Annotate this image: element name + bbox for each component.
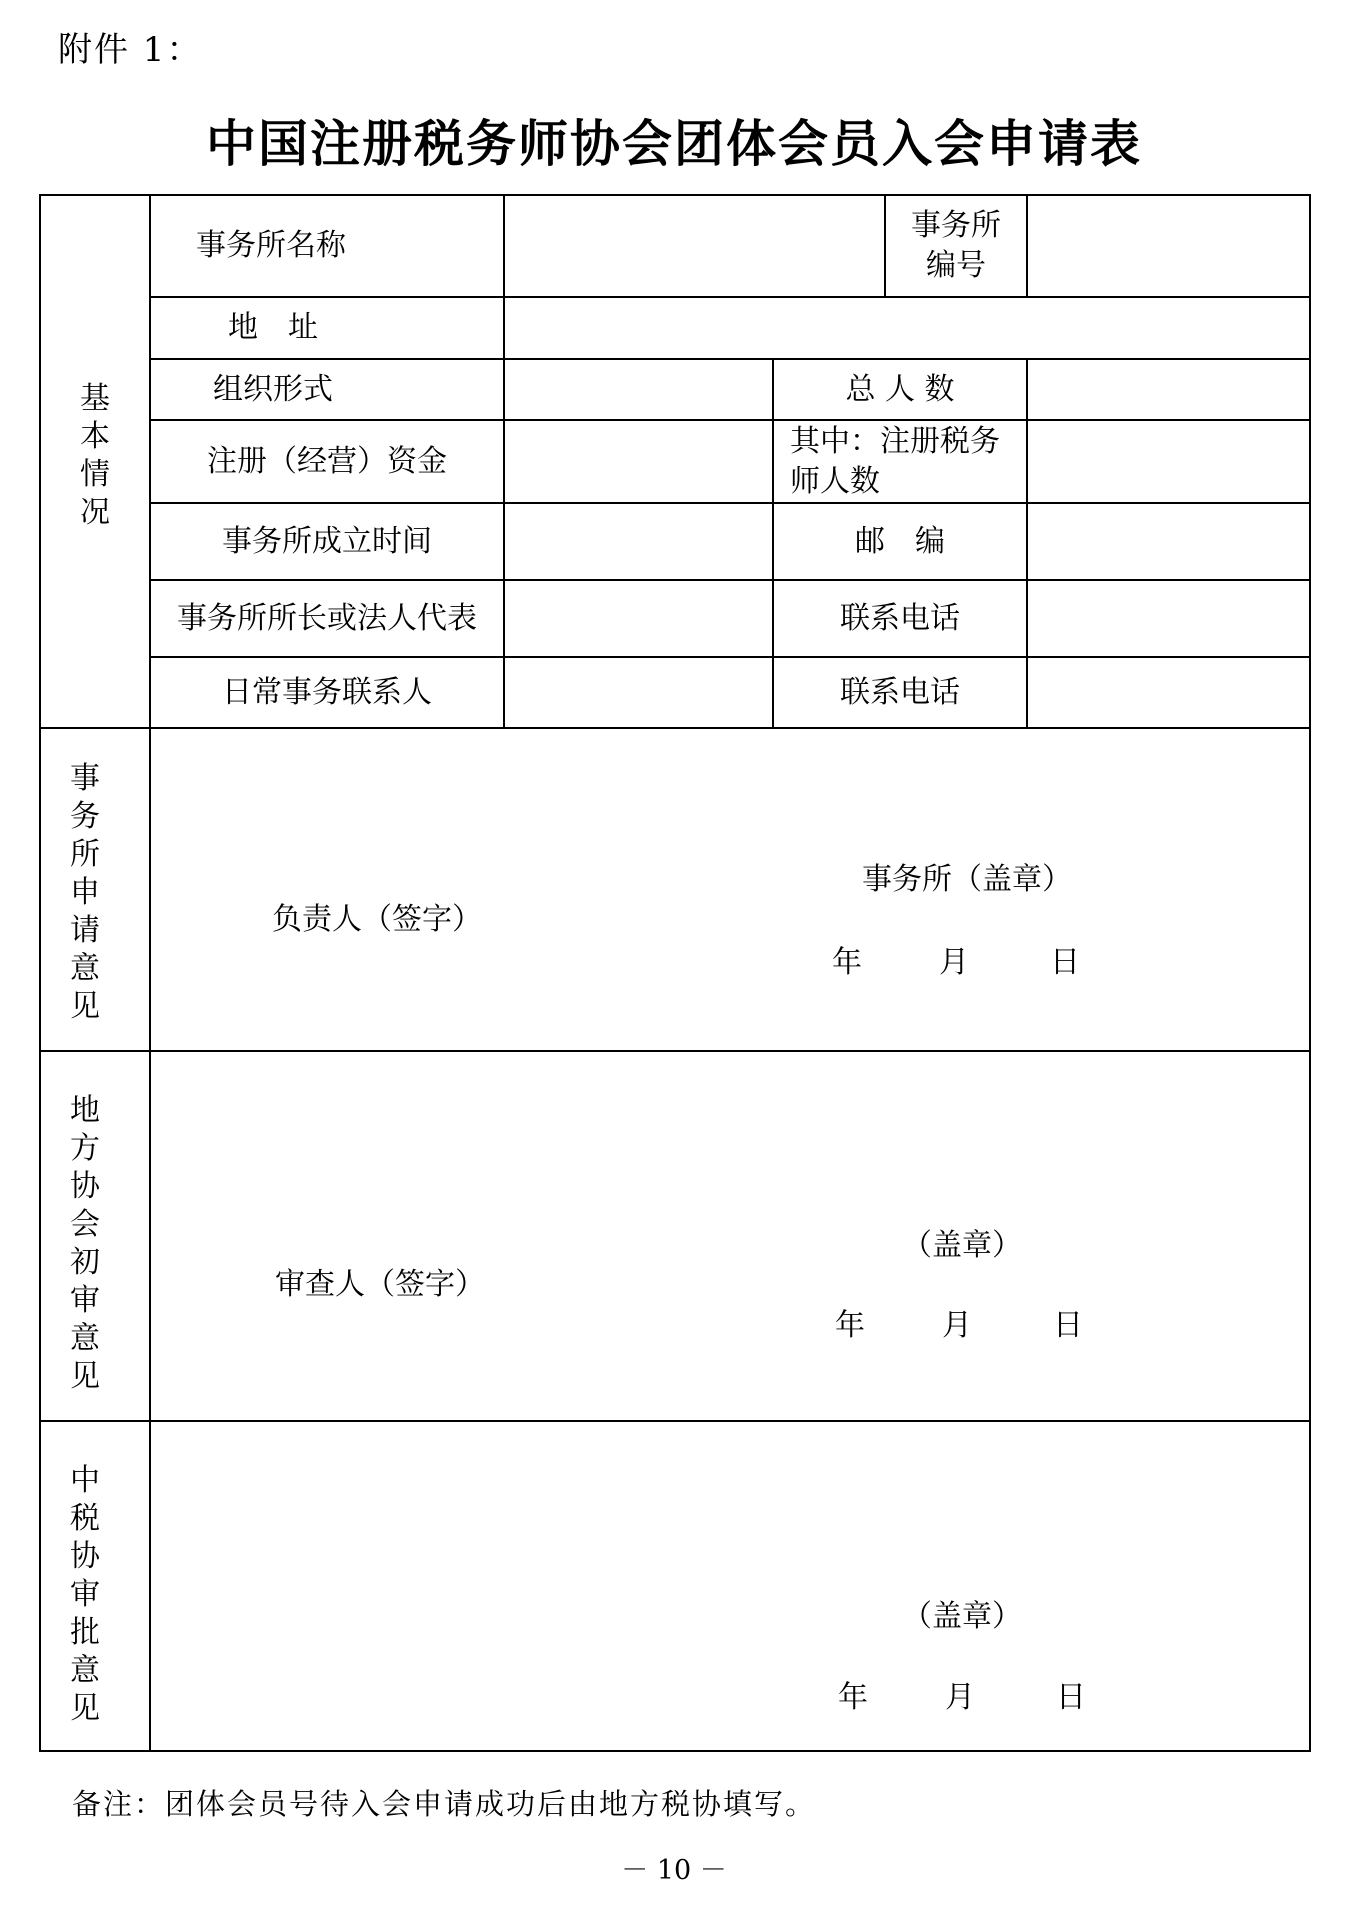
field-contact[interactable] (505, 658, 772, 727)
page-number: － 10 － (621, 1855, 727, 1886)
field-firm-number[interactable] (1028, 196, 1309, 296)
attachment-label: 附件 1： (58, 30, 203, 70)
local-date-day: 日 (1053, 1308, 1083, 1343)
label-total-people: 总 人 数 (845, 371, 955, 407)
section-firm-opinion: 事务所申请意见 (70, 761, 100, 1024)
section-basic-info: 基本情况 (80, 381, 110, 530)
footnote: 备注：团体会员号待入会申请成功后由地方税协填写。 (72, 1787, 817, 1821)
ctaa-seal-label: （盖章） (902, 1599, 1022, 1634)
label-capital: 注册（经营）资金 (207, 443, 447, 479)
ctaa-date-year: 年 (838, 1680, 868, 1715)
label-director: 事务所所长或法人代表 (177, 600, 477, 636)
label-founded: 事务所成立时间 (222, 523, 432, 559)
label-contact: 日常事务联系人 (222, 674, 432, 710)
label-cta-count-line1: 其中：注册税务 (790, 423, 1000, 459)
label-cta-count-line2: 师人数 (790, 463, 880, 499)
label-phone-2: 联系电话 (840, 674, 960, 710)
page-title: 中国注册税务师协会团体会员入会申请表 (206, 114, 1142, 173)
label-org-form: 组织形式 (213, 371, 333, 407)
firm-date-month: 月 (939, 945, 969, 980)
label-cta-count (790, 421, 1026, 502)
section-local-opinion: 地方协会初审意见 (70, 1093, 100, 1394)
field-firm-name[interactable] (505, 196, 884, 296)
field-org-form[interactable] (505, 360, 772, 419)
section-ctaa-opinion: 中税协审批意见 (70, 1463, 100, 1726)
label-firm-name: 事务所名称 (196, 228, 346, 263)
field-phone-1[interactable] (1028, 581, 1309, 656)
field-phone-2[interactable] (1028, 658, 1309, 727)
label-phone-1: 联系电话 (840, 600, 960, 636)
label-postcode: 邮 编 (855, 523, 945, 559)
local-date-month: 月 (942, 1308, 972, 1343)
firm-signer-label: 负责人（签字） (272, 902, 482, 937)
label-address: 地 址 (228, 310, 318, 345)
label-firm-number-line1: 事务所 (911, 208, 1001, 243)
field-postcode[interactable] (1028, 504, 1309, 579)
field-address[interactable] (505, 298, 1309, 358)
field-total-people[interactable] (1028, 360, 1309, 419)
field-cta-count[interactable] (1028, 421, 1309, 502)
ctaa-date-month: 月 (945, 1680, 975, 1715)
label-firm-number (886, 200, 1026, 292)
local-signer-label: 审查人（签字） (275, 1267, 485, 1302)
field-founded[interactable] (505, 504, 772, 579)
local-date-year: 年 (835, 1308, 865, 1343)
local-seal-label: （盖章） (902, 1228, 1022, 1263)
label-firm-number-line2: 编号 (926, 248, 986, 283)
field-capital[interactable] (505, 421, 772, 502)
firm-date-year: 年 (832, 945, 862, 980)
ctaa-date-day: 日 (1056, 1680, 1086, 1715)
field-director[interactable] (505, 581, 772, 656)
firm-date-day: 日 (1050, 945, 1080, 980)
firm-seal-label: 事务所（盖章） (862, 862, 1072, 897)
